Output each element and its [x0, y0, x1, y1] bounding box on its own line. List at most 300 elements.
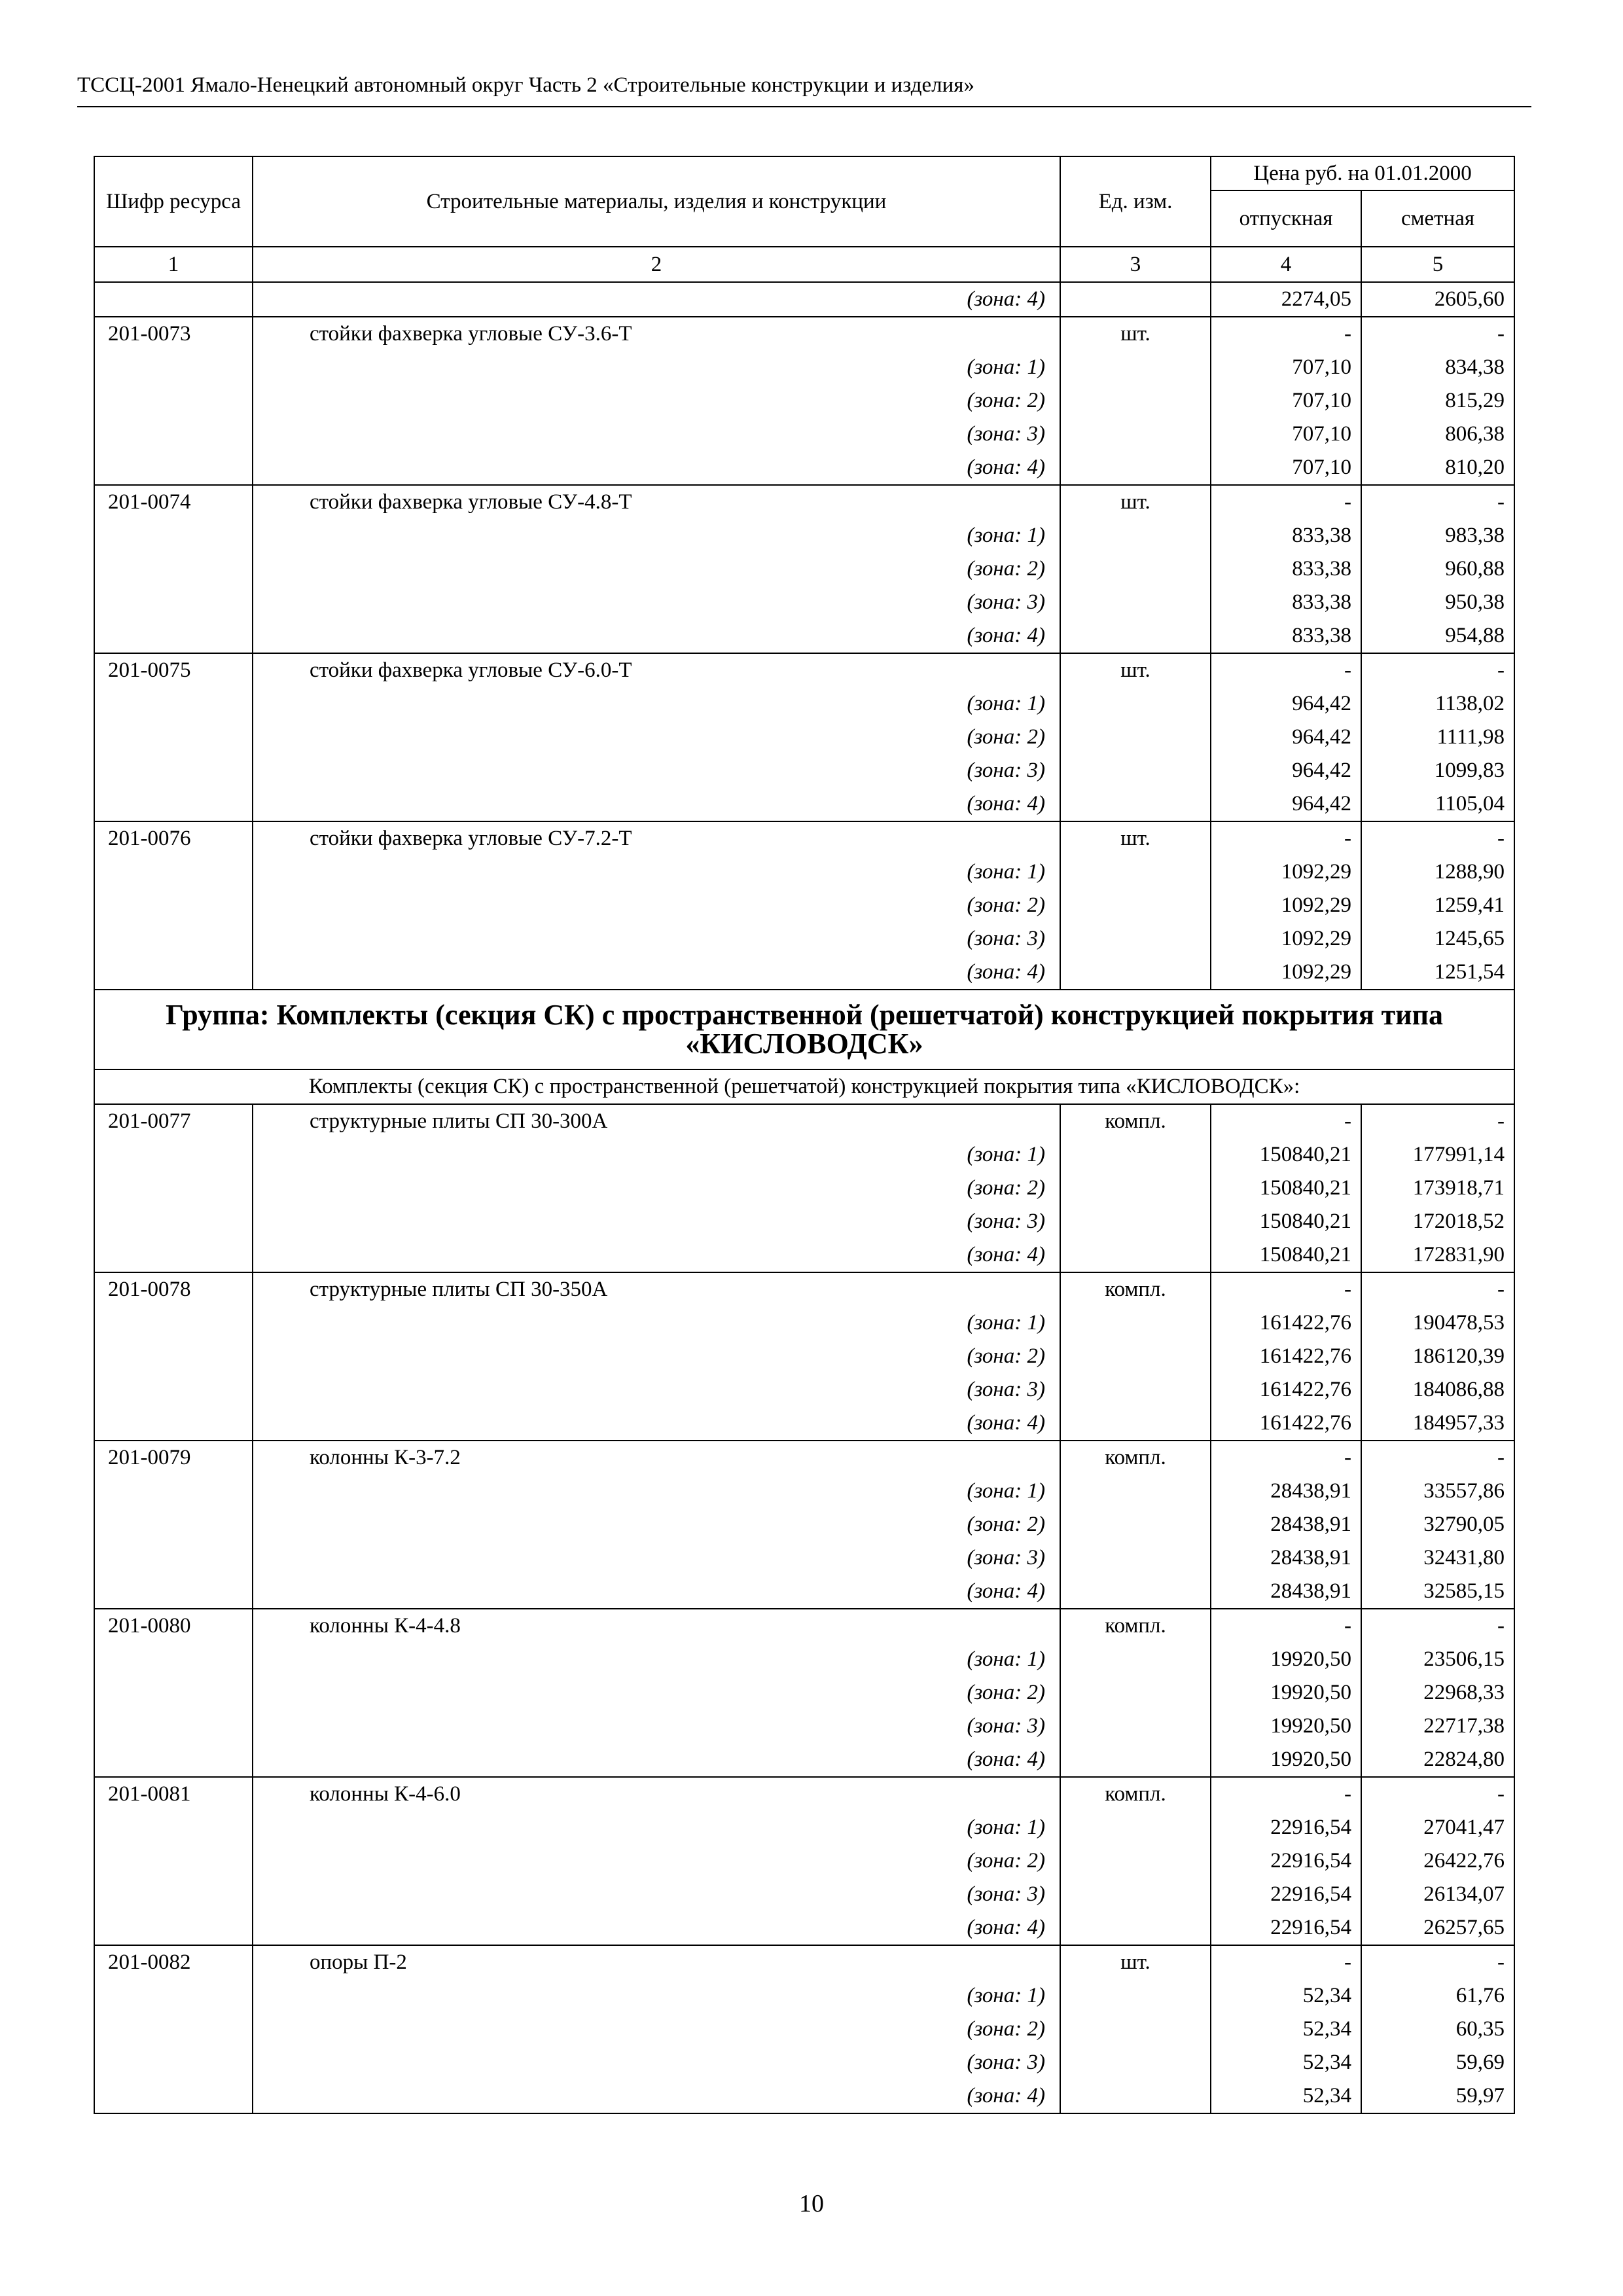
item-unit — [1060, 2046, 1211, 2079]
item-unit — [1060, 418, 1211, 451]
release-price: 28438,91 — [1211, 1541, 1361, 1575]
estimate-price: 26257,65 — [1361, 1911, 1514, 1945]
estimate-price: 1099,83 — [1361, 754, 1514, 787]
release-price: 19920,50 — [1211, 1710, 1361, 1743]
zone-row — [94, 2046, 1514, 2079]
item-unit — [1060, 1475, 1211, 1508]
page-number: 10 — [799, 2190, 824, 2217]
release-price: 150840,21 — [1211, 1238, 1361, 1272]
release-price: 28438,91 — [1211, 1508, 1361, 1541]
item-name: колонны К-3-7.2 — [253, 1441, 1060, 1475]
release-price: - — [1211, 653, 1361, 687]
release-price: 707,10 — [1211, 351, 1361, 384]
zone-label: (зона: 4) — [253, 1238, 1060, 1272]
release-price: 150840,21 — [1211, 1138, 1361, 1172]
release-price: 22916,54 — [1211, 1811, 1361, 1844]
item-unit: шт. — [1060, 653, 1211, 687]
zone-row — [94, 1844, 1514, 1878]
release-price: 19920,50 — [1211, 1676, 1361, 1710]
item-unit — [1060, 1407, 1211, 1441]
zone-row — [94, 1541, 1514, 1575]
estimate-price: 1288,90 — [1361, 855, 1514, 889]
item-unit: шт. — [1060, 821, 1211, 855]
release-price: 964,42 — [1211, 754, 1361, 787]
zone-label: (зона: 2) — [253, 889, 1060, 922]
zone-row — [94, 1205, 1514, 1238]
continuation-block — [94, 282, 1514, 317]
zone-label: (зона: 4) — [253, 956, 1060, 990]
estimate-price: 27041,47 — [1361, 1811, 1514, 1844]
item-name: стойки фахверка угловые СУ-6.0-Т — [253, 653, 1060, 687]
item-code — [94, 1911, 253, 1945]
item-unit — [1060, 787, 1211, 821]
item-row — [94, 821, 1514, 855]
column-number-4: 4 — [1211, 247, 1361, 282]
release-price: 161422,76 — [1211, 1373, 1361, 1407]
zone-row — [94, 687, 1514, 721]
release-price: 19920,50 — [1211, 1643, 1361, 1676]
estimate-price: 26422,76 — [1361, 1844, 1514, 1878]
zone-label: (зона: 3) — [253, 2046, 1060, 2079]
item-unit — [1060, 451, 1211, 485]
estimate-price: 32431,80 — [1361, 1541, 1514, 1575]
zone-label: (зона: 1) — [253, 351, 1060, 384]
item-unit — [1060, 855, 1211, 889]
release-price: - — [1211, 1945, 1361, 1979]
zone-row — [94, 889, 1514, 922]
estimate-price: - — [1361, 1777, 1514, 1811]
item-code — [94, 619, 253, 653]
item-unit — [1060, 1911, 1211, 1945]
zone-row — [94, 2079, 1514, 2113]
column-header-code: Шифр ресурса — [94, 156, 253, 247]
column-header-release: отпускная — [1211, 190, 1361, 247]
release-price: 28438,91 — [1211, 1475, 1361, 1508]
item-code: 201-0076 — [94, 821, 253, 855]
release-price: 52,34 — [1211, 1979, 1361, 2013]
item-code — [94, 787, 253, 821]
zone-row — [94, 922, 1514, 956]
zone-label: (зона: 1) — [253, 855, 1060, 889]
release-price: - — [1211, 317, 1361, 351]
zone-label: (зона: 1) — [253, 1475, 1060, 1508]
release-price: 52,34 — [1211, 2046, 1361, 2079]
item-unit — [1060, 619, 1211, 653]
item-code — [94, 1205, 253, 1238]
release-price: 2274,05 — [1211, 282, 1361, 317]
zone-label: (зона: 2) — [253, 552, 1060, 586]
zone-label: (зона: 4) — [253, 451, 1060, 485]
zone-row — [94, 1138, 1514, 1172]
estimate-price: 61,76 — [1361, 1979, 1514, 2013]
estimate-price: 32585,15 — [1361, 1575, 1514, 1609]
zone-row — [94, 1575, 1514, 1609]
item-code — [94, 1340, 253, 1373]
release-price: 161422,76 — [1211, 1306, 1361, 1340]
release-price: 1092,29 — [1211, 922, 1361, 956]
estimate-price: 184086,88 — [1361, 1373, 1514, 1407]
item-row — [94, 1272, 1514, 1306]
release-price: - — [1211, 1272, 1361, 1306]
subgroup-row — [94, 1069, 1514, 1104]
estimate-price: 23506,15 — [1361, 1643, 1514, 1676]
item-code — [94, 2079, 253, 2113]
item-unit — [1060, 384, 1211, 418]
zone-label: (зона: 1) — [253, 687, 1060, 721]
item-unit — [1060, 1643, 1211, 1676]
item-code — [94, 1979, 253, 2013]
release-price: - — [1211, 1104, 1361, 1138]
zone-row — [94, 1172, 1514, 1205]
item-row — [94, 1441, 1514, 1475]
item-code — [94, 552, 253, 586]
estimate-price: 22968,33 — [1361, 1676, 1514, 1710]
item-code — [94, 1844, 253, 1878]
release-price: 161422,76 — [1211, 1407, 1361, 1441]
zone-label: (зона: 4) — [253, 619, 1060, 653]
zone-row — [94, 552, 1514, 586]
item-unit — [1060, 1575, 1211, 1609]
estimate-price: - — [1361, 821, 1514, 855]
column-header-name: Строительные материалы, изделия и конструкции — [253, 156, 1060, 247]
item-code: 201-0080 — [94, 1609, 253, 1643]
estimate-price: 806,38 — [1361, 418, 1514, 451]
item-unit: компл. — [1060, 1272, 1211, 1306]
item-unit — [1060, 1373, 1211, 1407]
item-code — [94, 1138, 253, 1172]
release-price: 833,38 — [1211, 519, 1361, 552]
estimate-price: - — [1361, 1104, 1514, 1138]
estimate-price: 815,29 — [1361, 384, 1514, 418]
zone-label: (зона: 4) — [253, 1575, 1060, 1609]
zone-row — [94, 1710, 1514, 1743]
estimate-price: 59,97 — [1361, 2079, 1514, 2113]
item-row — [94, 1777, 1514, 1811]
item-code — [94, 956, 253, 990]
item-unit — [1060, 721, 1211, 754]
zone-label: (зона: 4) — [253, 1911, 1060, 1945]
item-unit: компл. — [1060, 1104, 1211, 1138]
zone-row — [94, 787, 1514, 821]
zone-row — [94, 1475, 1514, 1508]
item-code: 201-0073 — [94, 317, 253, 351]
release-price: 150840,21 — [1211, 1205, 1361, 1238]
zone-label: (зона: 1) — [253, 519, 1060, 552]
item-unit — [1060, 956, 1211, 990]
release-price: 22916,54 — [1211, 1878, 1361, 1911]
zone-label: (зона: 3) — [253, 1878, 1060, 1911]
zone-row — [94, 418, 1514, 451]
estimate-price: 1259,41 — [1361, 889, 1514, 922]
item-unit — [1060, 2013, 1211, 2046]
zone-row — [94, 586, 1514, 619]
item-row — [94, 317, 1514, 351]
item-code — [94, 1475, 253, 1508]
zone-label: (зона: 4) — [253, 1743, 1060, 1777]
zone-label: (зона: 1) — [253, 1306, 1060, 1340]
zone-label: (зона: 2) — [253, 1340, 1060, 1373]
column-number-2: 2 — [253, 247, 1060, 282]
release-price: 52,34 — [1211, 2079, 1361, 2113]
release-price: 833,38 — [1211, 552, 1361, 586]
item-unit — [1060, 1676, 1211, 1710]
zone-row — [94, 1238, 1514, 1272]
item-code: 201-0077 — [94, 1104, 253, 1138]
zone-label: (зона: 3) — [253, 754, 1060, 787]
estimate-price: 950,38 — [1361, 586, 1514, 619]
item-unit: компл. — [1060, 1441, 1211, 1475]
item-code — [94, 1643, 253, 1676]
estimate-price: - — [1361, 653, 1514, 687]
item-unit: шт. — [1060, 485, 1211, 519]
group-heading-block — [94, 990, 1514, 1104]
column-header-estimate: сметная — [1361, 190, 1514, 247]
item-code — [94, 754, 253, 787]
zone-row — [94, 855, 1514, 889]
item-code — [94, 1407, 253, 1441]
item-code — [94, 1373, 253, 1407]
item-code: 201-0079 — [94, 1441, 253, 1475]
item-unit — [1060, 2079, 1211, 2113]
item-unit — [1060, 1340, 1211, 1373]
estimate-price: 960,88 — [1361, 552, 1514, 586]
continuation-row — [94, 282, 1514, 317]
zone-label: (зона: 2) — [253, 1676, 1060, 1710]
zone-label: (зона: 2) — [253, 1844, 1060, 1878]
zone-label: (зона: 3) — [253, 1541, 1060, 1575]
item-unit — [1060, 889, 1211, 922]
estimate-price: - — [1361, 317, 1514, 351]
zone-row — [94, 754, 1514, 787]
zone-row — [94, 1743, 1514, 1777]
item-unit — [1060, 1811, 1211, 1844]
item-unit — [1060, 519, 1211, 552]
item-row — [94, 1104, 1514, 1138]
item-code — [94, 1306, 253, 1340]
item-row — [94, 485, 1514, 519]
estimate-price: 184957,33 — [1361, 1407, 1514, 1441]
zone-label: (зона: 1) — [253, 1979, 1060, 2013]
column-number-1: 1 — [94, 247, 253, 282]
estimate-price: 1251,54 — [1361, 956, 1514, 990]
zone-label: (зона: 2) — [253, 1172, 1060, 1205]
item-unit — [1060, 922, 1211, 956]
release-price: 964,42 — [1211, 787, 1361, 821]
item-code: 201-0074 — [94, 485, 253, 519]
item-name: колонны К-4-4.8 — [253, 1609, 1060, 1643]
zone-row — [94, 2013, 1514, 2046]
release-price: 964,42 — [1211, 687, 1361, 721]
item-unit — [1060, 1844, 1211, 1878]
release-price: 964,42 — [1211, 721, 1361, 754]
release-price: 1092,29 — [1211, 956, 1361, 990]
item-code — [94, 1172, 253, 1205]
zone-row — [94, 1878, 1514, 1911]
release-price: - — [1211, 485, 1361, 519]
column-number-3: 3 — [1060, 247, 1211, 282]
release-price: 150840,21 — [1211, 1172, 1361, 1205]
item-code — [94, 1743, 253, 1777]
item-code — [94, 687, 253, 721]
item-unit: компл. — [1060, 1777, 1211, 1811]
zone-label: (зона: 3) — [253, 1373, 1060, 1407]
column-header-price: Цена руб. на 01.01.2000 — [1211, 156, 1514, 190]
zone-row — [94, 1508, 1514, 1541]
release-price: - — [1211, 821, 1361, 855]
zone-label: (зона: 1) — [253, 1138, 1060, 1172]
item-row — [94, 1945, 1514, 1979]
estimate-price: 186120,39 — [1361, 1340, 1514, 1373]
item-code — [94, 1878, 253, 1911]
zone-label: (зона: 4) — [253, 282, 1060, 317]
estimate-price: 1138,02 — [1361, 687, 1514, 721]
zone-row — [94, 619, 1514, 653]
item-code — [94, 1238, 253, 1272]
item-name: колонны К-4-6.0 — [253, 1777, 1060, 1811]
items-block-1 — [94, 317, 1514, 990]
estimate-price: 1105,04 — [1361, 787, 1514, 821]
release-price: - — [1211, 1609, 1361, 1643]
group-row — [94, 990, 1514, 1069]
item-unit — [1060, 1172, 1211, 1205]
group-title: Группа: Комплекты (секция СК) с пространственной (решетчатой) конструкцией покрытия типа «КИСЛОВОДСК» — [94, 990, 1514, 1069]
item-code — [94, 889, 253, 922]
item-unit: шт. — [1060, 317, 1211, 351]
zone-label: (зона: 3) — [253, 418, 1060, 451]
item-name: опоры П-2 — [253, 1945, 1060, 1979]
estimate-price: 172831,90 — [1361, 1238, 1514, 1272]
zone-label: (зона: 3) — [253, 922, 1060, 956]
item-code — [94, 519, 253, 552]
item-unit — [1060, 1238, 1211, 1272]
estimate-price: 177991,14 — [1361, 1138, 1514, 1172]
page-header: ТССЦ-2001 Ямало-Ненецкий автономный округ Часть 2 «Строительные конструкции и изделия» — [77, 71, 1531, 107]
zone-row — [94, 1676, 1514, 1710]
item-code — [94, 855, 253, 889]
item-code — [94, 451, 253, 485]
zone-row — [94, 1811, 1514, 1844]
estimate-price: - — [1361, 1441, 1514, 1475]
item-code: 201-0075 — [94, 653, 253, 687]
item-unit — [1060, 1743, 1211, 1777]
release-price: 161422,76 — [1211, 1340, 1361, 1373]
item-unit — [1060, 586, 1211, 619]
zone-label: (зона: 3) — [253, 586, 1060, 619]
zone-label: (зона: 3) — [253, 1710, 1060, 1743]
estimate-price: 810,20 — [1361, 451, 1514, 485]
estimate-price: 173918,71 — [1361, 1172, 1514, 1205]
item-code — [94, 418, 253, 451]
estimate-price: 172018,52 — [1361, 1205, 1514, 1238]
item-code — [94, 1575, 253, 1609]
item-unit — [1060, 1541, 1211, 1575]
zone-row — [94, 384, 1514, 418]
item-name: структурные плиты СП 30-350А — [253, 1272, 1060, 1306]
estimate-price: 33557,86 — [1361, 1475, 1514, 1508]
release-price: 1092,29 — [1211, 889, 1361, 922]
item-code — [94, 1710, 253, 1743]
estimate-price: 983,38 — [1361, 519, 1514, 552]
item-unit — [1060, 282, 1211, 317]
release-price: 22916,54 — [1211, 1911, 1361, 1945]
release-price: 833,38 — [1211, 619, 1361, 653]
item-unit — [1060, 1306, 1211, 1340]
release-price: 28438,91 — [1211, 1575, 1361, 1609]
estimate-price: 954,88 — [1361, 619, 1514, 653]
column-header-unit: Ед. изм. — [1060, 156, 1211, 247]
estimate-price: 59,69 — [1361, 2046, 1514, 2079]
estimate-price: - — [1361, 1609, 1514, 1643]
release-price: 707,10 — [1211, 418, 1361, 451]
item-code — [94, 2013, 253, 2046]
zone-row — [94, 1306, 1514, 1340]
zone-label: (зона: 2) — [253, 721, 1060, 754]
estimate-price: 22824,80 — [1361, 1743, 1514, 1777]
zone-row — [94, 1373, 1514, 1407]
item-unit — [1060, 754, 1211, 787]
item-code: 201-0081 — [94, 1777, 253, 1811]
estimate-price: 26134,07 — [1361, 1878, 1514, 1911]
item-name: структурные плиты СП 30-300А — [253, 1104, 1060, 1138]
zone-label: (зона: 2) — [253, 2013, 1060, 2046]
zone-row — [94, 1340, 1514, 1373]
item-unit — [1060, 1710, 1211, 1743]
release-price: - — [1211, 1441, 1361, 1475]
zone-row — [94, 451, 1514, 485]
estimate-price: 190478,53 — [1361, 1306, 1514, 1340]
release-price: - — [1211, 1777, 1361, 1811]
zone-label: (зона: 4) — [253, 1407, 1060, 1441]
item-code: 201-0082 — [94, 1945, 253, 1979]
zone-label: (зона: 1) — [253, 1643, 1060, 1676]
items-block-2 — [94, 1104, 1514, 2113]
estimate-price: 1245,65 — [1361, 922, 1514, 956]
item-code — [94, 1541, 253, 1575]
zone-label: (зона: 3) — [253, 1205, 1060, 1238]
zone-row — [94, 1911, 1514, 1945]
release-price: 52,34 — [1211, 2013, 1361, 2046]
zone-row — [94, 956, 1514, 990]
release-price: 707,10 — [1211, 451, 1361, 485]
item-unit: компл. — [1060, 1609, 1211, 1643]
item-unit — [1060, 1878, 1211, 1911]
item-row — [94, 653, 1514, 687]
estimate-price: 60,35 — [1361, 2013, 1514, 2046]
item-unit — [1060, 351, 1211, 384]
zone-row — [94, 1407, 1514, 1441]
zone-row — [94, 1979, 1514, 2013]
release-price: 1092,29 — [1211, 855, 1361, 889]
estimate-price: 834,38 — [1361, 351, 1514, 384]
item-code — [94, 586, 253, 619]
item-code — [94, 922, 253, 956]
estimate-price: - — [1361, 1272, 1514, 1306]
estimate-price: - — [1361, 485, 1514, 519]
zone-row — [94, 519, 1514, 552]
item-code — [94, 384, 253, 418]
item-unit — [1060, 1979, 1211, 2013]
item-name: стойки фахверка угловые СУ-7.2-Т — [253, 821, 1060, 855]
item-code — [94, 282, 253, 317]
item-code — [94, 1676, 253, 1710]
item-code — [94, 2046, 253, 2079]
release-price: 833,38 — [1211, 586, 1361, 619]
release-price: 22916,54 — [1211, 1844, 1361, 1878]
zone-label: (зона: 1) — [253, 1811, 1060, 1844]
zone-row — [94, 1643, 1514, 1676]
item-name: стойки фахверка угловые СУ-3.6-Т — [253, 317, 1060, 351]
price-table-wrapper — [94, 156, 1514, 2114]
